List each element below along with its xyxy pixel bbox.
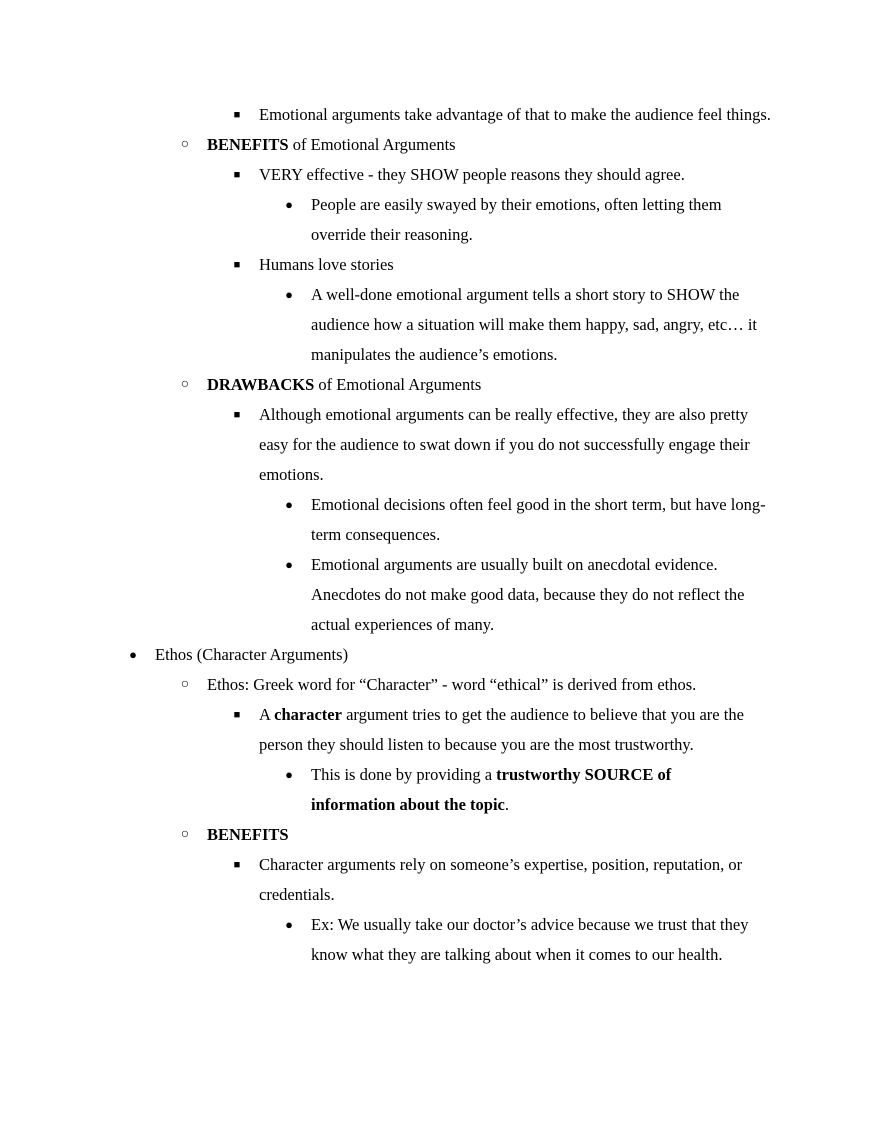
list-item-humans-love-stories bbox=[0, 250, 880, 280]
square-bullet-icon: ■ bbox=[233, 109, 241, 121]
list-item-drawbacks-emotional bbox=[0, 370, 880, 400]
item-text: This is done by providing a bbox=[311, 765, 497, 784]
list-item-done-by bbox=[0, 760, 880, 820]
list-item-swayed bbox=[0, 190, 880, 250]
list-item-ethos bbox=[0, 640, 880, 670]
list-item-doctor bbox=[0, 910, 880, 970]
disc-bullet-icon: ● bbox=[129, 647, 137, 662]
item-text: Emotional decisions often feel good in the short term, but have long-term consequences. bbox=[311, 495, 766, 544]
list-item-ethos-greek bbox=[0, 670, 880, 700]
item-text: People are easily swayed by their emotions, often letting them override their reasoning. bbox=[311, 195, 722, 244]
circle-bullet-icon: ○ bbox=[180, 827, 190, 842]
bold-text: trustworthy SOURCE of information about the topic bbox=[311, 765, 672, 814]
item-text: Humans love stories bbox=[259, 255, 394, 274]
disc-bullet-icon: ● bbox=[285, 287, 293, 302]
item-text: of Emotional Arguments bbox=[314, 375, 482, 394]
disc-bullet-icon: ● bbox=[285, 917, 293, 932]
list-item-emotional-take-advantage bbox=[0, 100, 880, 130]
list-item-well-done bbox=[0, 280, 880, 370]
square-bullet-icon: ■ bbox=[233, 259, 241, 271]
item-text: Ex: We usually take our doctor’s advice because we trust that they know what they are talking about when it comes to our health. bbox=[311, 915, 749, 964]
item-text: Although emotional arguments can be really effective, they are also pretty easy for the audience to swat down if you do not successfully engage their emotions. bbox=[259, 405, 750, 484]
item-text: Ethos (Character Arguments) bbox=[155, 645, 349, 664]
bold-text: BENEFITS bbox=[207, 825, 289, 844]
item-text: argument tries to get the audience to believe that you are the person they should listen to because you are the most trustworthy. bbox=[259, 705, 744, 754]
square-bullet-icon: ■ bbox=[233, 169, 241, 181]
disc-bullet-icon: ● bbox=[285, 767, 293, 782]
item-text: Emotional arguments are usually built on anecdotal evidence. Anecdotes do not make good data, because they do not reflect the actual experiences of many. bbox=[311, 555, 745, 634]
circle-bullet-icon: ○ bbox=[180, 677, 190, 692]
disc-bullet-icon: ● bbox=[285, 497, 293, 512]
list-item-character-argument bbox=[0, 700, 880, 760]
list-item-short-term bbox=[0, 490, 880, 550]
bold-text: character bbox=[274, 705, 342, 724]
item-text: . bbox=[504, 795, 509, 814]
item-text: of Emotional Arguments bbox=[288, 135, 456, 154]
square-bullet-icon: ■ bbox=[233, 709, 241, 721]
circle-bullet-icon: ○ bbox=[180, 137, 190, 152]
item-text: Character arguments rely on someone’s expertise, position, reputation, or credentials. bbox=[259, 855, 743, 904]
list-item-benefits-emotional bbox=[0, 130, 880, 160]
list-item-anecdotal bbox=[0, 550, 880, 640]
bold-text: DRAWBACKS bbox=[207, 375, 315, 394]
list-item-very-effective bbox=[0, 160, 880, 190]
item-text: A well-done emotional argument tells a short story to SHOW the audience how a situation will make them happy, sad, angry, etc… it manipulates the audience’s emotions. bbox=[311, 285, 757, 364]
item-text: Emotional arguments take advantage of that to make the audience feel things. bbox=[259, 105, 771, 124]
disc-bullet-icon: ● bbox=[285, 557, 293, 572]
list-item-although bbox=[0, 400, 880, 490]
document-page bbox=[0, 100, 880, 970]
disc-bullet-icon: ● bbox=[285, 197, 293, 212]
list-item-benefits-character bbox=[0, 820, 880, 850]
square-bullet-icon: ■ bbox=[233, 409, 241, 421]
item-text: A bbox=[259, 705, 275, 724]
list-item-rely-on bbox=[0, 850, 880, 910]
bold-text: BENEFITS bbox=[207, 135, 289, 154]
item-text: Ethos: Greek word for “Character” - word “ethical” is derived from ethos. bbox=[207, 675, 697, 694]
square-bullet-icon: ■ bbox=[233, 859, 241, 871]
item-text: VERY effective - they SHOW people reasons they should agree. bbox=[259, 165, 685, 184]
circle-bullet-icon: ○ bbox=[180, 377, 190, 392]
